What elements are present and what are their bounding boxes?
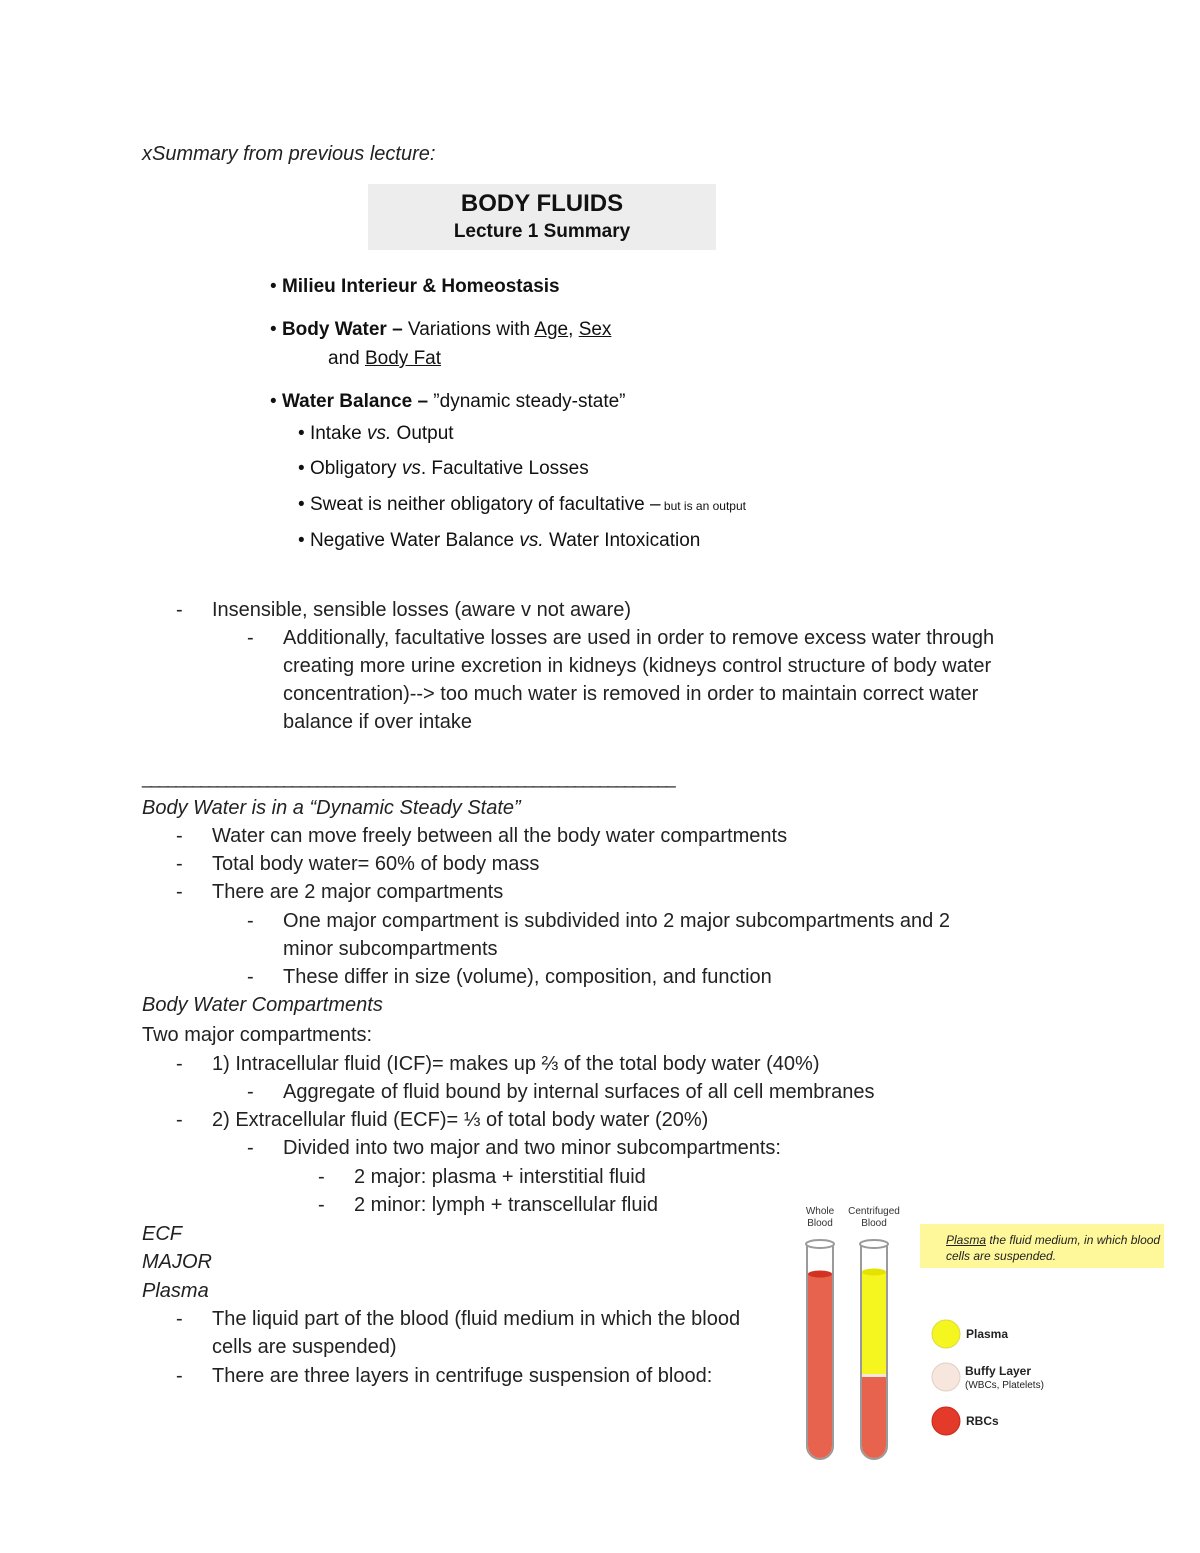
dash-marker: - [318, 1166, 325, 1188]
dash-marker: - [176, 881, 183, 903]
plasma-label: Plasma [142, 1280, 209, 1302]
summary-subtitle: Lecture 1 Summary [453, 221, 631, 242]
major-label: MAJOR [142, 1251, 212, 1273]
bullet-icon: • [298, 423, 305, 444]
list-item: 2 major: plasma + interstitial fluid [354, 1166, 646, 1188]
dash-marker: - [176, 853, 183, 875]
plasma-layer [862, 1272, 886, 1376]
dash-marker: - [176, 1053, 183, 1075]
note-line: balance if over intake [283, 711, 473, 733]
section-divider: ________________________________________________________________ [142, 768, 674, 788]
dash-marker: - [247, 1081, 254, 1103]
list-item: The liquid part of the blood (fluid medium in which the blood [212, 1308, 741, 1330]
note-line: Additionally, facultative losses are used in order to remove excess water through [283, 627, 995, 649]
dash-marker: - [247, 1137, 254, 1159]
centrifuged-blood-label: Centrifuged Blood [848, 1206, 900, 1229]
dash-marker: - [176, 1109, 183, 1131]
summary-item-body-water-cont: and Body Fat [328, 348, 442, 369]
rbc-swatch [932, 1407, 960, 1435]
steady-state-heading: Body Water is in a “Dynamic Steady State” [142, 797, 521, 819]
list-item: Divided into two major and two minor subcompartments: [283, 1137, 781, 1159]
bullet-icon: • [298, 458, 305, 479]
list-item: 2 minor: lymph + transcellular fluid [354, 1194, 659, 1216]
compartments-intro: Two major compartments: [142, 1024, 373, 1046]
list-item: Water can move freely between all the body water compartments [212, 825, 788, 847]
centrifuged-blood-tube [860, 1240, 888, 1459]
summary-subitem-sweat: • Sweat is neither obligatory of facultative – but is an output [298, 494, 746, 515]
dash-marker: - [176, 825, 183, 847]
legend-buffy: Buffy Layer [965, 1364, 1032, 1378]
legend-swatches [930, 1318, 966, 1438]
summary-subitem-negative: • Negative Water Balance vs. Water Intoxication [298, 530, 701, 551]
dash-marker: - [176, 1365, 183, 1387]
plasma-swatch [932, 1320, 960, 1348]
dash-marker: - [176, 599, 183, 621]
rbc-layer [862, 1377, 886, 1458]
dash-marker: - [247, 627, 254, 649]
legend-rbc: RBCs [966, 1414, 999, 1428]
list-item: 1) Intracellular fluid (ICF)= makes up ⅔ of the total body water (40%) [212, 1053, 820, 1075]
summary-subitem-intake: • Intake vs. Output [298, 423, 454, 444]
summary-header [368, 184, 716, 250]
bullet-icon: • [298, 494, 305, 515]
list-item: These differ in size (volume), composition, and function [283, 966, 772, 988]
intro-text: xSummary from previous lecture: [142, 143, 436, 165]
list-item: Total body water= 60% of body mass [212, 853, 540, 875]
dash-marker: - [176, 1308, 183, 1330]
ecf-label: ECF [142, 1223, 182, 1245]
legend-plasma: Plasma [966, 1327, 1009, 1341]
summary-item-water-balance: • Water Balance – ”dynamic steady-state” [270, 391, 626, 412]
list-item: cells are suspended) [212, 1336, 397, 1358]
plasma-definition: Plasma the fluid medium, in which blood cells are suspended. [946, 1233, 1161, 1263]
lecture-summary-image [258, 178, 818, 576]
summary-item-milieu: • Milieu Interieur & Homeostasis [270, 276, 560, 297]
buffy-layer [862, 1374, 886, 1377]
whole-blood-label: Whole Blood [805, 1206, 835, 1229]
list-item: There are three layers in centrifuge suspension of blood: [212, 1365, 713, 1387]
bullet-icon: • [270, 391, 277, 412]
summary-item-body-water: • Body Water – Variations with Age, Sex [270, 319, 612, 340]
list-item: minor subcompartments [283, 938, 498, 960]
note-line: concentration)--> too much water is removed in order to maintain correct water [283, 683, 979, 705]
list-item: There are 2 major compartments [212, 881, 504, 903]
list-item: Aggregate of fluid bound by internal surfaces of all cell membranes [283, 1081, 875, 1103]
compartments-heading: Body Water Compartments [142, 994, 383, 1016]
note-line: Insensible, sensible losses (aware v not aware) [212, 599, 632, 621]
legend-buffy-sub: (WBCs, Platelets) [965, 1380, 1044, 1391]
list-item: One major compartment is subdivided into 2 major subcompartments and 2 [283, 910, 950, 932]
buffy-swatch [932, 1363, 960, 1391]
note-line: creating more urine excretion in kidneys (kidneys control structure of body water [283, 655, 992, 677]
dash-marker: - [247, 966, 254, 988]
bullet-icon: • [298, 530, 305, 551]
list-item: 2) Extracellular fluid (ECF)= ⅓ of total body water (20%) [212, 1109, 709, 1131]
bullet-icon: • [270, 319, 277, 340]
dash-marker: - [318, 1194, 325, 1216]
plasma-definition-box [920, 1224, 1164, 1268]
dash-marker: - [247, 910, 254, 932]
whole-blood-fill [808, 1274, 832, 1458]
test-tubes-illustration [798, 1238, 898, 1464]
whole-blood-tube [806, 1240, 834, 1459]
summary-subitem-obligatory: • Obligatory vs. Facultative Losses [298, 458, 589, 479]
summary-title: BODY FLUIDS [460, 190, 624, 217]
bullet-icon: • [270, 276, 277, 297]
blood-centrifuge-diagram [770, 1196, 1166, 1472]
